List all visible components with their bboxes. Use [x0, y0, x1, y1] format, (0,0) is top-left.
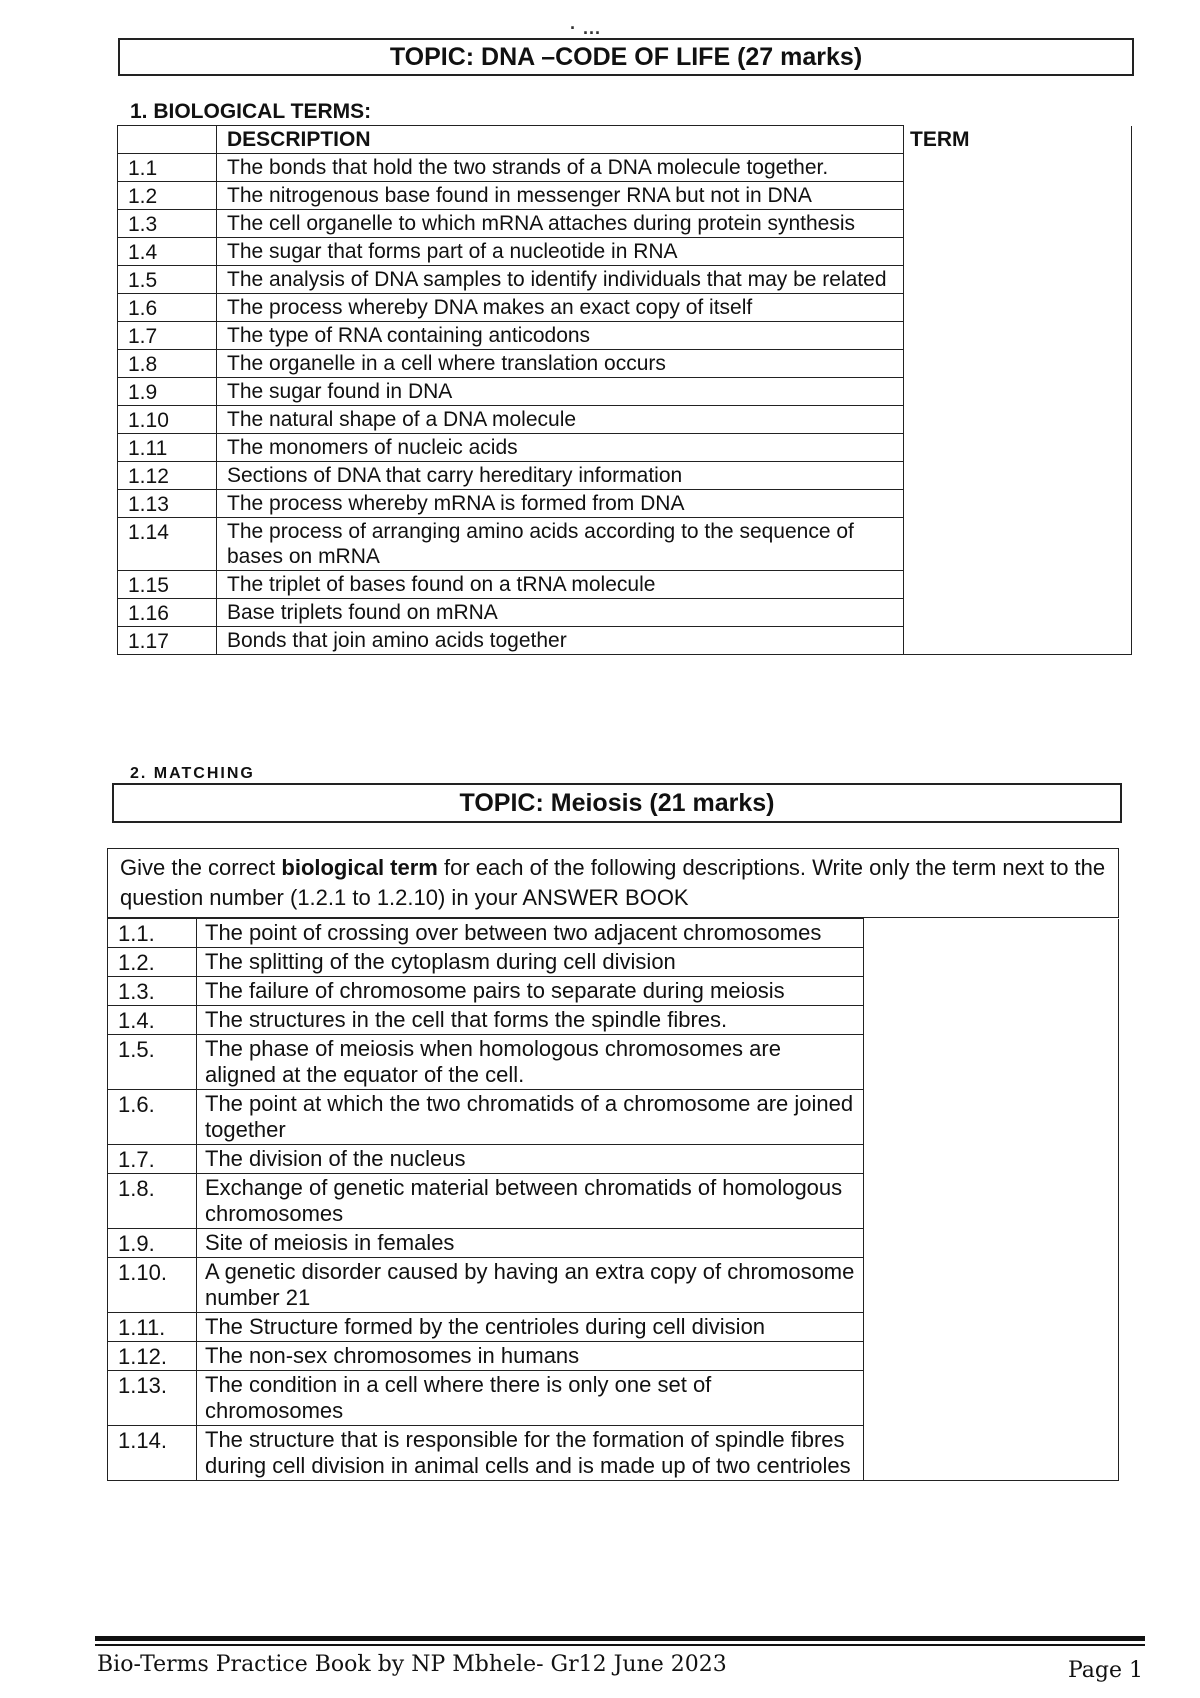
- table-row: [108, 1006, 1119, 1035]
- question-description: The process whereby DNA makes an exact copy of itself: [217, 294, 904, 322]
- table-row: [118, 238, 1132, 266]
- question-description: Site of meiosis in females: [197, 1229, 864, 1258]
- answer-term-cell[interactable]: [864, 1145, 1119, 1174]
- question-number: 1.6.: [108, 1090, 197, 1145]
- question-description: The point of crossing over between two adjacent chromosomes: [197, 919, 864, 948]
- question-number: 1.17: [118, 627, 217, 655]
- question-number: 1.11: [118, 434, 217, 462]
- question-number: 1.13.: [108, 1371, 197, 1426]
- question-number: 1.2.: [108, 948, 197, 977]
- question-description: The cell organelle to which mRNA attaches during protein synthesis: [217, 210, 904, 238]
- question-description: The type of RNA containing anticodons: [217, 322, 904, 350]
- table-row: [118, 294, 1132, 322]
- question-description: A genetic disorder caused by having an extra copy of chromosome number 21: [197, 1258, 864, 1313]
- topic-title-meiosis: TOPIC: Meiosis (21 marks): [112, 783, 1122, 823]
- answer-term-cell[interactable]: [904, 518, 1132, 571]
- table-row: [108, 1342, 1119, 1371]
- table-row: [118, 599, 1132, 627]
- table-row: [118, 210, 1132, 238]
- table-row: [118, 406, 1132, 434]
- table-row: [108, 919, 1119, 948]
- header-number-cell: [118, 126, 217, 154]
- question-number: 1.4: [118, 238, 217, 266]
- table-header-row: [118, 126, 1132, 154]
- page-header-fragment: · ...: [570, 18, 601, 38]
- answer-term-cell[interactable]: [904, 322, 1132, 350]
- answer-term-cell[interactable]: [904, 490, 1132, 518]
- question-number: 1.11.: [108, 1313, 197, 1342]
- question-number: 1.16: [118, 599, 217, 627]
- answer-term-cell[interactable]: [864, 1229, 1119, 1258]
- table-row: [118, 322, 1132, 350]
- table-row: [108, 1313, 1119, 1342]
- table-row: [108, 1371, 1119, 1426]
- section-heading-biological-terms: 1. BIOLOGICAL TERMS:: [130, 100, 372, 123]
- table-row: [118, 266, 1132, 294]
- answer-term-cell[interactable]: [904, 571, 1132, 599]
- question-description: The monomers of nucleic acids: [217, 434, 904, 462]
- table-row: [118, 518, 1132, 571]
- answer-term-cell[interactable]: [904, 182, 1132, 210]
- question-description: The division of the nucleus: [197, 1145, 864, 1174]
- question-description: The Structure formed by the centrioles during cell division: [197, 1313, 864, 1342]
- answer-term-cell[interactable]: [864, 948, 1119, 977]
- answer-term-cell[interactable]: [864, 1035, 1119, 1090]
- question-description: The structure that is responsible for the formation of spindle fibres during cell division in animal cells and is made up of two centrioles: [197, 1426, 864, 1481]
- table-row: [108, 1145, 1119, 1174]
- answer-term-cell[interactable]: [904, 210, 1132, 238]
- question-description: Sections of DNA that carry hereditary information: [217, 462, 904, 490]
- question-number: 1.12.: [108, 1342, 197, 1371]
- table-row: [108, 1229, 1119, 1258]
- question-description: The process of arranging amino acids according to the sequence of bases on mRNA: [217, 518, 904, 571]
- question-description: Base triplets found on mRNA: [217, 599, 904, 627]
- question-description: The condition in a cell where there is only one set of chromosomes: [197, 1371, 864, 1426]
- table-row: [118, 182, 1132, 210]
- dna-terms-table: [117, 125, 1132, 655]
- question-description: The process whereby mRNA is formed from DNA: [217, 490, 904, 518]
- question-number: 1.5.: [108, 1035, 197, 1090]
- question-description: Exchange of genetic material between chromatids of homologous chromosomes: [197, 1174, 864, 1229]
- question-description: The failure of chromosome pairs to separate during meiosis: [197, 977, 864, 1006]
- answer-term-cell[interactable]: [904, 599, 1132, 627]
- answer-term-cell[interactable]: [904, 378, 1132, 406]
- answer-term-cell[interactable]: [904, 350, 1132, 378]
- table-row: [108, 1258, 1119, 1313]
- page-number: Page 1: [1067, 1658, 1143, 1683]
- question-description: The sugar that forms part of a nucleotide in RNA: [217, 238, 904, 266]
- question-number: 1.10: [118, 406, 217, 434]
- answer-term-cell[interactable]: [864, 1342, 1119, 1371]
- question-description: The triplet of bases found on a tRNA molecule: [217, 571, 904, 599]
- table-row: [118, 434, 1132, 462]
- table-row: [118, 378, 1132, 406]
- cut-off-heading: 2. MATCHING: [130, 765, 255, 782]
- question-number: 1.14: [118, 518, 217, 571]
- table-row: [118, 490, 1132, 518]
- topic-title-dna: TOPIC: DNA –CODE OF LIFE (27 marks): [118, 38, 1134, 76]
- answer-term-cell[interactable]: [904, 154, 1132, 182]
- instruction-part: for each of the following descriptions. Write only the term next to the question number (1.2.1 to 1.2.10) in your ANSWER BOOK: [120, 855, 1106, 910]
- question-description: The analysis of DNA samples to identify individuals that may be related: [217, 266, 904, 294]
- question-description: The splitting of the cytoplasm during cell division: [197, 948, 864, 977]
- question-description: The structures in the cell that forms the spindle fibres.: [197, 1006, 864, 1035]
- table-row: [108, 1426, 1119, 1481]
- question-description: The organelle in a cell where translation occurs: [217, 350, 904, 378]
- answer-term-cell[interactable]: [904, 434, 1132, 462]
- instruction-bold-term: biological term: [281, 855, 438, 880]
- answer-term-cell[interactable]: [864, 1313, 1119, 1342]
- answer-term-cell[interactable]: [864, 1426, 1119, 1481]
- question-number: 1.4.: [108, 1006, 197, 1035]
- question-description: The non-sex chromosomes in humans: [197, 1342, 864, 1371]
- instruction-part: Give the correct: [120, 855, 282, 880]
- footer-rule-thin: [95, 1644, 1145, 1646]
- answer-term-cell[interactable]: [904, 462, 1132, 490]
- answer-term-cell[interactable]: [864, 977, 1119, 1006]
- question-number: 1.8: [118, 350, 217, 378]
- table-row: [108, 948, 1119, 977]
- meiosis-terms-table: [107, 918, 1119, 1481]
- answer-term-cell[interactable]: [864, 1258, 1119, 1313]
- answer-term-cell[interactable]: [904, 294, 1132, 322]
- question-description: Bonds that join amino acids together: [217, 627, 904, 655]
- question-number: 1.8.: [108, 1174, 197, 1229]
- table-row: [118, 350, 1132, 378]
- table-row: [118, 154, 1132, 182]
- answer-term-cell[interactable]: [864, 1174, 1119, 1229]
- question-number: 1.3.: [108, 977, 197, 1006]
- answer-term-cell[interactable]: [864, 1371, 1119, 1426]
- question-description: The point at which the two chromatids of a chromosome are joined together: [197, 1090, 864, 1145]
- question-number: 1.1.: [108, 919, 197, 948]
- answer-term-cell[interactable]: [904, 266, 1132, 294]
- footer-title: Bio-Terms Practice Book by NP Mbhele- Gr12 June 2023: [97, 1652, 727, 1677]
- question-number: 1.10.: [108, 1258, 197, 1313]
- question-number: 1.6: [118, 294, 217, 322]
- answer-term-cell[interactable]: [864, 1006, 1119, 1035]
- question-description: The sugar found in DNA: [217, 378, 904, 406]
- question-number: 1.15: [118, 571, 217, 599]
- table-row: [108, 977, 1119, 1006]
- table-row: [108, 1035, 1119, 1090]
- answer-term-cell[interactable]: [904, 627, 1132, 655]
- question-number: 1.9: [118, 378, 217, 406]
- table-row: [108, 1090, 1119, 1145]
- table-row: [118, 462, 1132, 490]
- question-number: 1.7.: [108, 1145, 197, 1174]
- question-number: 1.3: [118, 210, 217, 238]
- question-number: 1.14.: [108, 1426, 197, 1481]
- instruction-text: [107, 848, 1119, 918]
- answer-term-cell[interactable]: [904, 238, 1132, 266]
- question-description: The bonds that hold the two strands of a DNA molecule together.: [217, 154, 904, 182]
- question-description: The phase of meiosis when homologous chromosomes are aligned at the equator of the cell.: [197, 1035, 864, 1090]
- table-row: [108, 1174, 1119, 1229]
- answer-term-cell[interactable]: [864, 919, 1119, 948]
- meiosis-terms-body: [108, 919, 1119, 1481]
- question-number: 1.13: [118, 490, 217, 518]
- question-description: The nitrogenous base found in messenger RNA but not in DNA: [217, 182, 904, 210]
- table-row: [118, 627, 1132, 655]
- answer-term-cell[interactable]: [904, 406, 1132, 434]
- header-description: DESCRIPTION: [217, 126, 904, 154]
- question-number: 1.2: [118, 182, 217, 210]
- question-number: 1.12: [118, 462, 217, 490]
- question-number: 1.5: [118, 266, 217, 294]
- header-term: TERM: [904, 126, 1132, 154]
- question-number: 1.1: [118, 154, 217, 182]
- question-number: 1.7: [118, 322, 217, 350]
- footer-rule: [95, 1636, 1145, 1641]
- dna-terms-body: [118, 154, 1132, 655]
- question-description: The natural shape of a DNA molecule: [217, 406, 904, 434]
- table-row: [118, 571, 1132, 599]
- question-number: 1.9.: [108, 1229, 197, 1258]
- answer-term-cell[interactable]: [864, 1090, 1119, 1145]
